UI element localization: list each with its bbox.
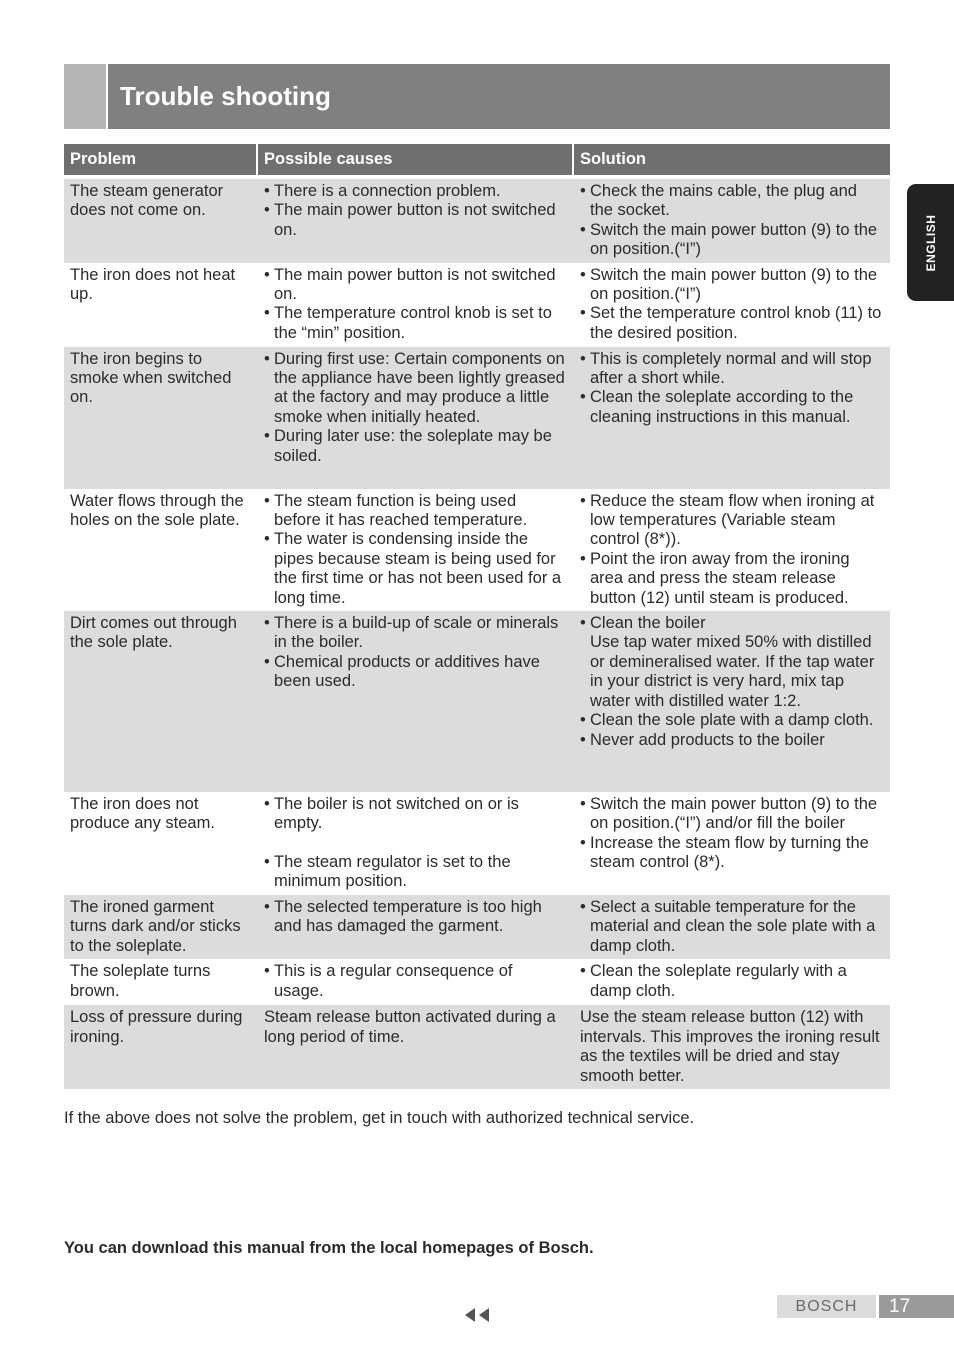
solution-item: • Set the temperature control knob (11) to the desired position. bbox=[580, 304, 884, 343]
column-header-causes: Possible causes bbox=[257, 144, 573, 177]
causes-cell bbox=[257, 792, 573, 895]
column-header-solution: Solution bbox=[573, 144, 890, 177]
solution-item: • Clean the soleplate according to the cleaning instructions in this manual. bbox=[580, 388, 884, 427]
cause-item: • The main power button is not switched on. bbox=[264, 201, 566, 240]
solution-cell bbox=[573, 611, 890, 792]
causes-cell bbox=[257, 347, 573, 489]
solution-cell bbox=[573, 263, 890, 347]
cause-item: • Chemical products or additives have been used. bbox=[264, 653, 566, 692]
solution-item: • Clean the soleplate regularly with a damp cloth. bbox=[580, 962, 884, 1001]
cause-item: • The boiler is not switched on or is empty. bbox=[264, 795, 566, 834]
table-row bbox=[64, 895, 890, 959]
problem-cell: The iron does not produce any steam. bbox=[64, 792, 257, 895]
solution-item: • This is completely normal and will stop after a short while. bbox=[580, 350, 884, 389]
cause-item: • During later use: the soleplate may be soiled. bbox=[264, 427, 566, 466]
cause-item: • There is a build-up of scale or minerals in the boiler. bbox=[264, 614, 566, 653]
problem-cell: The steam generator does not come on. bbox=[64, 177, 257, 263]
cause-item: • The temperature control knob is set to the “min” position. bbox=[264, 304, 566, 343]
problem-cell: The iron does not heat up. bbox=[64, 263, 257, 347]
header-accent-block bbox=[64, 64, 108, 129]
causes-cell bbox=[257, 959, 573, 1005]
solution-item bbox=[580, 614, 884, 711]
solution-cell bbox=[573, 489, 890, 611]
table-row bbox=[64, 263, 890, 347]
causes-cell bbox=[257, 263, 573, 347]
solution-item: • Select a suitable temperature for the material and clean the sole plate with a damp cloth. bbox=[580, 898, 884, 956]
cause-item: • The selected temperature is too high and has damaged the garment. bbox=[264, 898, 566, 937]
causes-cell bbox=[257, 895, 573, 959]
solution-item: • Reduce the steam flow when ironing at low temperatures (Variable steam control (8*)). bbox=[580, 492, 884, 550]
table-row bbox=[64, 347, 890, 489]
solution-cell bbox=[573, 347, 890, 489]
solution-cell bbox=[573, 177, 890, 263]
download-note: You can download this manual from the local homepages of Bosch. bbox=[64, 1239, 594, 1257]
troubleshooting-table bbox=[64, 144, 890, 1089]
problem-cell: The soleplate turns brown. bbox=[64, 959, 257, 1005]
solution-item: • Check the mains cable, the plug and the socket. bbox=[580, 182, 884, 221]
table-row bbox=[64, 792, 890, 895]
service-note: If the above does not solve the problem, get in touch with authorized technical service. bbox=[64, 1109, 695, 1127]
solution-item: • Point the iron away from the ironing area and press the steam release button (12) until steam is produced. bbox=[580, 550, 884, 608]
causes-cell bbox=[257, 611, 573, 792]
column-header-problem: Problem bbox=[64, 144, 257, 177]
language-tab bbox=[907, 184, 954, 301]
language-tab-label: ENGLISH bbox=[923, 214, 938, 271]
table-row bbox=[64, 489, 890, 611]
problem-cell: Water flows through the holes on the sole plate. bbox=[64, 489, 257, 611]
page-title: Trouble shooting bbox=[120, 81, 331, 111]
footer-brand: BOSCH bbox=[777, 1295, 876, 1318]
solution-item: • Clean the sole plate with a damp cloth. bbox=[580, 711, 884, 730]
causes-cell bbox=[257, 177, 573, 263]
solution-cell: Use the steam release button (12) with intervals. This improves the ironing result as the textiles will be dried and stay smooth better. bbox=[573, 1005, 890, 1089]
cause-item: • The steam function is being used before it has reached temperature. bbox=[264, 492, 566, 531]
solution-cell bbox=[573, 895, 890, 959]
solution-item: • Switch the main power button (9) to the on position.(“I”) bbox=[580, 266, 884, 305]
solution-item: • Switch the main power button (9) to the on position.(“I”) bbox=[580, 221, 884, 260]
solution-item-detail: Use tap water mixed 50% with distilled or demineralised water. If the tap water in your district is very hard, mix tap water with distilled water 1:2. bbox=[590, 633, 875, 710]
problem-cell: The iron begins to smoke when switched on. bbox=[64, 347, 257, 489]
cause-item: • This is a regular consequence of usage. bbox=[264, 962, 566, 1001]
table-row bbox=[64, 177, 890, 263]
problem-cell: Dirt comes out through the sole plate. bbox=[64, 611, 257, 792]
table-row bbox=[64, 611, 890, 792]
page-number: 17 bbox=[879, 1295, 954, 1318]
causes-cell: Steam release button activated during a long period of time. bbox=[257, 1005, 573, 1089]
cause-item: • The water is condensing inside the pipes because steam is being used for the first time or has not been used for a long time. bbox=[264, 530, 566, 608]
solution-item: • Switch the main power button (9) to the on position.(“I”) and/or fill the boiler bbox=[580, 795, 884, 834]
section-header bbox=[64, 64, 890, 129]
table-row bbox=[64, 959, 890, 1005]
cause-item: • The main power button is not switched on. bbox=[264, 266, 566, 305]
problem-cell: The ironed garment turns dark and/or sticks to the soleplate. bbox=[64, 895, 257, 959]
solution-cell bbox=[573, 959, 890, 1005]
solution-item: • Never add products to the boiler bbox=[580, 731, 884, 750]
table-row bbox=[64, 1005, 890, 1089]
solution-item-heading: Clean the boiler bbox=[590, 614, 706, 633]
causes-cell bbox=[257, 489, 573, 611]
solution-cell bbox=[573, 792, 890, 895]
solution-item: • Increase the steam flow by turning the steam control (8*). bbox=[580, 834, 884, 873]
cause-item: • During first use: Certain components on the appliance have been lightly greased at the factory and may produce a little smoke when initially heated. bbox=[264, 350, 566, 428]
problem-cell: Loss of pressure during ironing. bbox=[64, 1005, 257, 1089]
table-header-row bbox=[64, 144, 890, 177]
cause-item: • There is a connection problem. bbox=[264, 182, 566, 201]
back-arrows-icon[interactable] bbox=[463, 1306, 493, 1324]
cause-item: • The steam regulator is set to the minimum position. bbox=[264, 853, 566, 892]
